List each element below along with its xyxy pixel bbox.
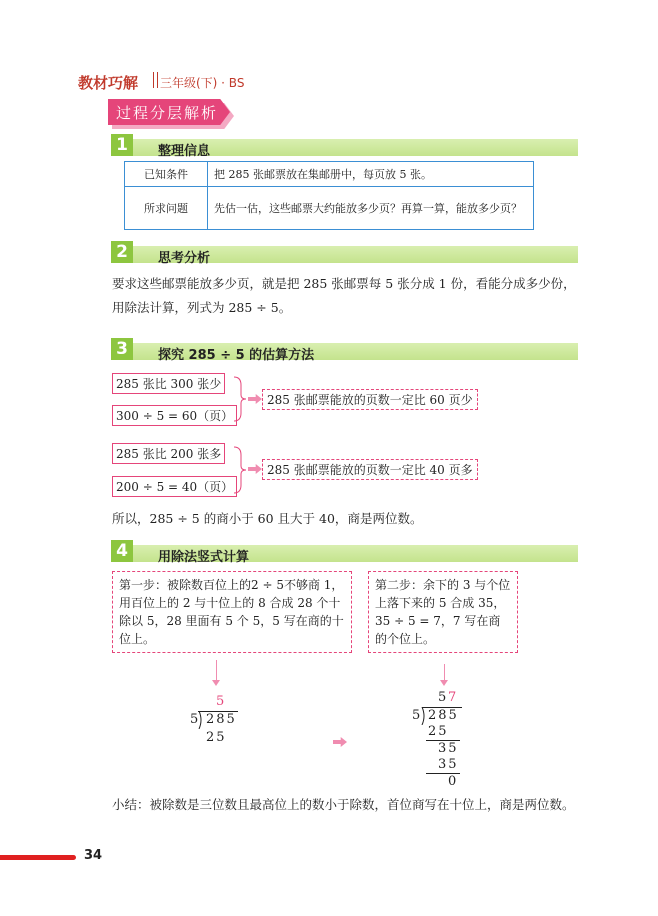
quotient-digit: 5 bbox=[216, 694, 225, 709]
partial-product: 25 bbox=[206, 730, 227, 745]
table-label: 所求问题 bbox=[125, 187, 208, 230]
division-bracket bbox=[421, 707, 427, 725]
arrow-down-icon bbox=[440, 680, 448, 686]
quotient-ones: 7 bbox=[448, 690, 457, 705]
brace-2 bbox=[232, 445, 248, 495]
section-title-4: 用除法竖式计算 bbox=[158, 550, 250, 565]
footer-bar bbox=[0, 855, 76, 860]
divisor: 5 bbox=[190, 712, 199, 727]
header-divider bbox=[153, 72, 158, 88]
brace-1 bbox=[232, 375, 248, 423]
section-title-3: 探究 285 ÷ 5 的估算方法 bbox=[158, 348, 315, 363]
section-title-2: 思考分析 bbox=[158, 251, 211, 266]
estimate-result-2: 285 张邮票能放的页数一定比 40 页多 bbox=[262, 459, 478, 480]
arrow-down-icon bbox=[212, 680, 220, 686]
table-row bbox=[125, 187, 534, 230]
step-one-box: 第一步：被除数百位上的2 ÷ 5不够商 1，用百位上的 2 与十位上的 8 合成 28 个十除以 5，28 里面有 5 个 5，5 写在商的十位上。 bbox=[112, 571, 352, 653]
estimate-result-1: 285 张邮票能放的页数一定比 60 页少 bbox=[262, 389, 478, 410]
arrow-down-line bbox=[444, 664, 445, 680]
estimate-premise-1: 285 张比 300 张少 bbox=[112, 373, 225, 394]
table-row bbox=[125, 162, 534, 187]
section-title-1: 整理信息 bbox=[158, 144, 211, 159]
summary-paragraph: 小结：被除数是三位数且最高位上的数小于除数，首位商写在十位上，商是两位数。 bbox=[112, 797, 575, 812]
book-brand: 教材巧解 bbox=[78, 74, 139, 92]
arrow-right-icon bbox=[333, 737, 347, 747]
remainder-line: 35 bbox=[438, 741, 459, 756]
partial-product: 35 bbox=[438, 757, 459, 772]
grade-label: 三年级(下) · BS bbox=[160, 76, 245, 90]
division-bracket bbox=[198, 711, 204, 729]
table-value: 把 285 张邮票放在集邮册中，每页放 5 张。 bbox=[208, 162, 534, 187]
arrow-right-icon bbox=[248, 394, 262, 404]
analysis-paragraph: 要求这些邮票能放多少页，就是把 285 张邮票每 5 张分成 1 份，看能分成多少份，用除法计算，列式为 285 ÷ 5。 bbox=[112, 276, 576, 315]
arrow-right-icon bbox=[248, 464, 262, 474]
info-table bbox=[124, 161, 534, 230]
step-two-box: 第二步：余下的 3 与个位上落下来的 5 合成 35，35 ÷ 5 = 7，7 写在商的个位上。 bbox=[368, 571, 518, 653]
page-number: 34 bbox=[84, 848, 103, 863]
table-value: 先估一估，这些邮票大约能放多少页？再算一算，能放多少页？ bbox=[208, 187, 534, 230]
quotient-tens: 5 bbox=[438, 690, 447, 705]
divisor: 5 bbox=[412, 708, 421, 723]
dividend: 285 bbox=[206, 712, 237, 727]
partial-product: 25 bbox=[428, 724, 449, 739]
section-number-4: 4 bbox=[111, 540, 133, 562]
estimate-calc-2: 200 ÷ 5 = 40（页） bbox=[112, 476, 237, 497]
section-number-1: 1 bbox=[111, 134, 133, 156]
arrow-down-line bbox=[216, 660, 217, 680]
final-remainder: 0 bbox=[448, 774, 457, 789]
table-label: 已知条件 bbox=[125, 162, 208, 187]
section-number-3: 3 bbox=[111, 338, 133, 360]
dividend: 285 bbox=[428, 708, 459, 723]
banner-title: 过程分层解析 bbox=[116, 104, 219, 122]
estimate-premise-2: 285 张比 200 张多 bbox=[112, 443, 225, 464]
section-number-2: 2 bbox=[111, 241, 133, 263]
estimate-calc-1: 300 ÷ 5 = 60（页） bbox=[112, 405, 237, 426]
estimate-conclusion: 所以，285 ÷ 5 的商小于 60 且大于 40，商是两位数。 bbox=[112, 511, 423, 526]
